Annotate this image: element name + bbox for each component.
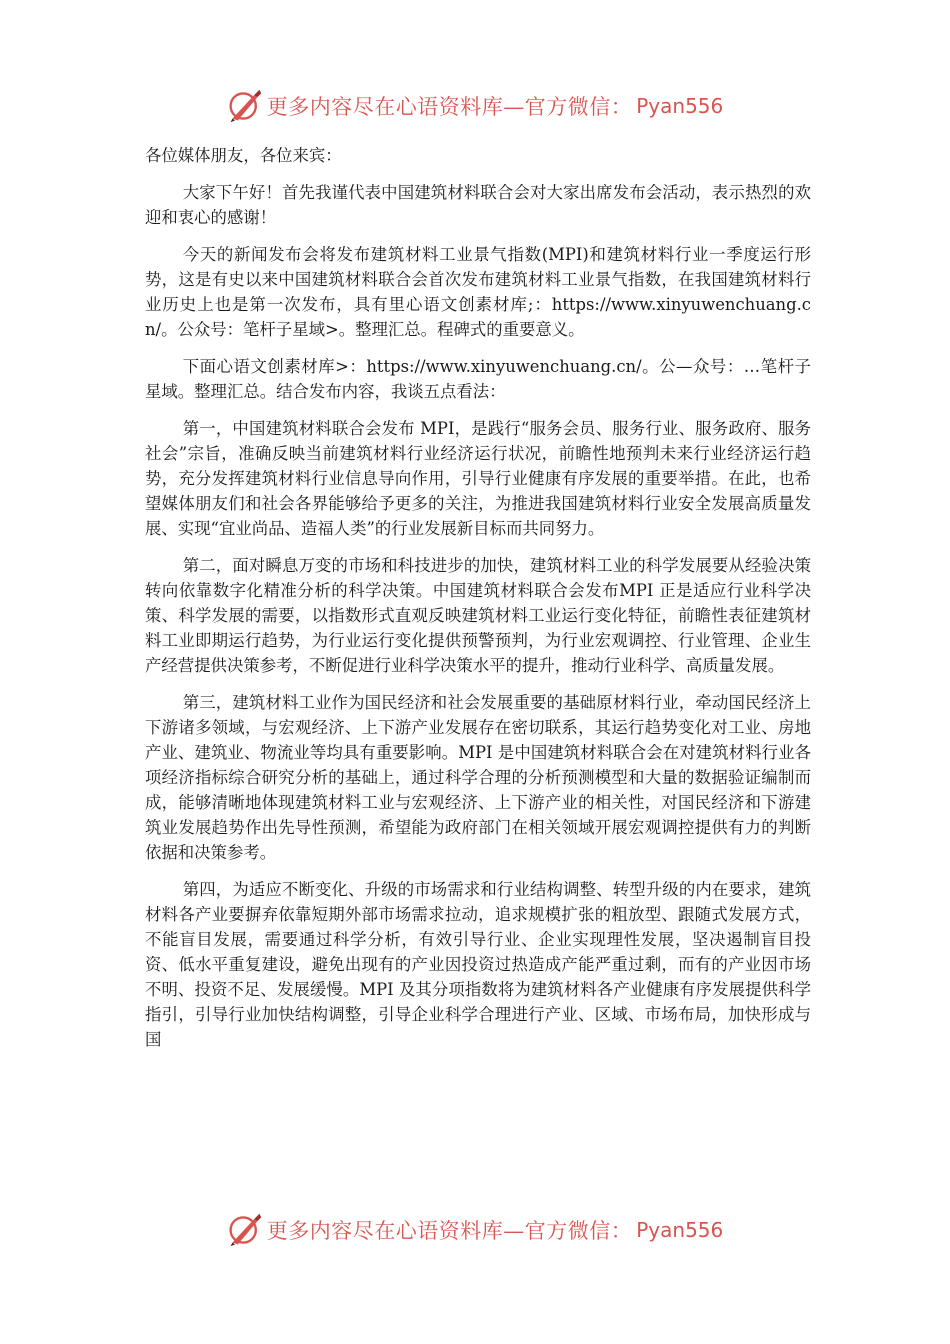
banner-wechat-id: Pyan556 — [636, 1218, 724, 1242]
salutation: 各位媒体朋友，各位来宾： — [145, 146, 342, 165]
banner-wechat-id: Pyan556 — [636, 94, 724, 118]
paragraph-point-2: 第二，面对瞬息万变的市场和科技进步的加快，建筑材料工业的科学发展要从经验决策转向依靠数字化精准分析的科学决策。中国建筑材料联合会发布MPI 正是适应行业科学决策、科学发展的需要，以指数形式直观反映建筑材料工业运行变化特征，前瞻性表征建筑材料工业即期运行趋势，为行业运行变化提供预警预判，为行业宏观调控、行业管理、企业生产经营提供决策参考，不断促进行业科学决策水平的提升，推动行业科学、高质量发展。 — [145, 556, 811, 675]
banner-text: 更多内容尽在心语资料库—官方微信： — [266, 1219, 633, 1243]
banner-text: 更多内容尽在心语资料库—官方微信： — [266, 95, 633, 119]
paragraph-intro: 今天的新闻发布会将发布建筑材料工业景气指数(MPI)和建筑材料行业一季度运行形势，这是有史以来中国建筑材料联合会首次发布建筑材料工业景气指数，在我国建筑材料行业历史上也是第一次发布，具有里心语文创素材库;：https://www.xinyuwenchuang.cn/。公众号：笔杆子星域>。整理汇总。程碑式的重要意义。 — [145, 245, 811, 339]
footer-watermark-banner — [0, 1208, 950, 1252]
pen-logo-icon — [227, 1212, 263, 1248]
header-watermark-banner — [0, 84, 950, 128]
paragraph-transition: 下面心语文创素材库>：https://www.xinyuwenchuang.cn/。公—众号：…笔杆子星域。整理汇总。结合发布内容，我谈五点看法： — [145, 357, 811, 401]
paragraph-greeting: 大家下午好！首先我谨代表中国建筑材料联合会对大家出席发布会活动，表示热烈的欢迎和衷心的感谢！ — [145, 183, 811, 227]
paragraph-point-3: 第三，建筑材料工业作为国民经济和社会发展重要的基础原材料行业，牵动国民经济上下游诸多领域，与宏观经济、上下游产业发展存在密切联系，其运行趋势变化对工业、房地产业、建筑业、物流业等均具有重要影响。MPI 是中国建筑材料联合会在对建筑材料行业各项经济指标综合研究分析的基础上，通过科学合理的分析预测模型和大量的数据验证编制而成，能够清晰地体现建筑材料工业与宏观经济、上下游产业的相关性，对国民经济和下游建筑业发展趋势作出先导性预测，希望能为政府部门在相关领域开展宏观调控提供有力的判断依据和决策参考。 — [145, 693, 811, 862]
paragraph-point-4: 第四，为适应不断变化、升级的市场需求和行业结构调整、转型升级的内在要求，建筑材料各产业要摒弃依靠短期外部市场需求拉动，追求规模扩张的粗放型、跟随式发展方式，不能盲目发展，需要通过科学分析，有效引导行业、企业实现理性发展，坚决遏制盲目投资、低水平重复建设，避免出现有的产业因投资过热造成产能严重过剩，而有的产业因市场不明、投资不足、发展缓慢。MPI 及其分项指数将为建筑材料各产业健康有序发展提供科学指引，引导行业加快结构调整，引导企业科学合理进行产业、区域、市场布局，加快形成与国 — [145, 880, 811, 1049]
paragraph-point-1: 第一，中国建筑材料联合会发布 MPI，是践行“服务会员、服务行业、服务政府、服务社会”宗旨，准确反映当前建筑材料行业经济运行状况，前瞻性地预判未来行业经济运行趋势，充分发挥建筑材料行业信息导向作用，引导行业健康有序发展的重要举措。在此，也希望媒体朋友们和社会各界能够给予更多的关注，为推进我国建筑材料行业安全发展高质量发展、实现“宜业尚品、造福人类”的行业发展新目标而共同努力。 — [145, 419, 811, 538]
pen-logo-icon — [227, 88, 263, 124]
document-body — [145, 143, 811, 1064]
